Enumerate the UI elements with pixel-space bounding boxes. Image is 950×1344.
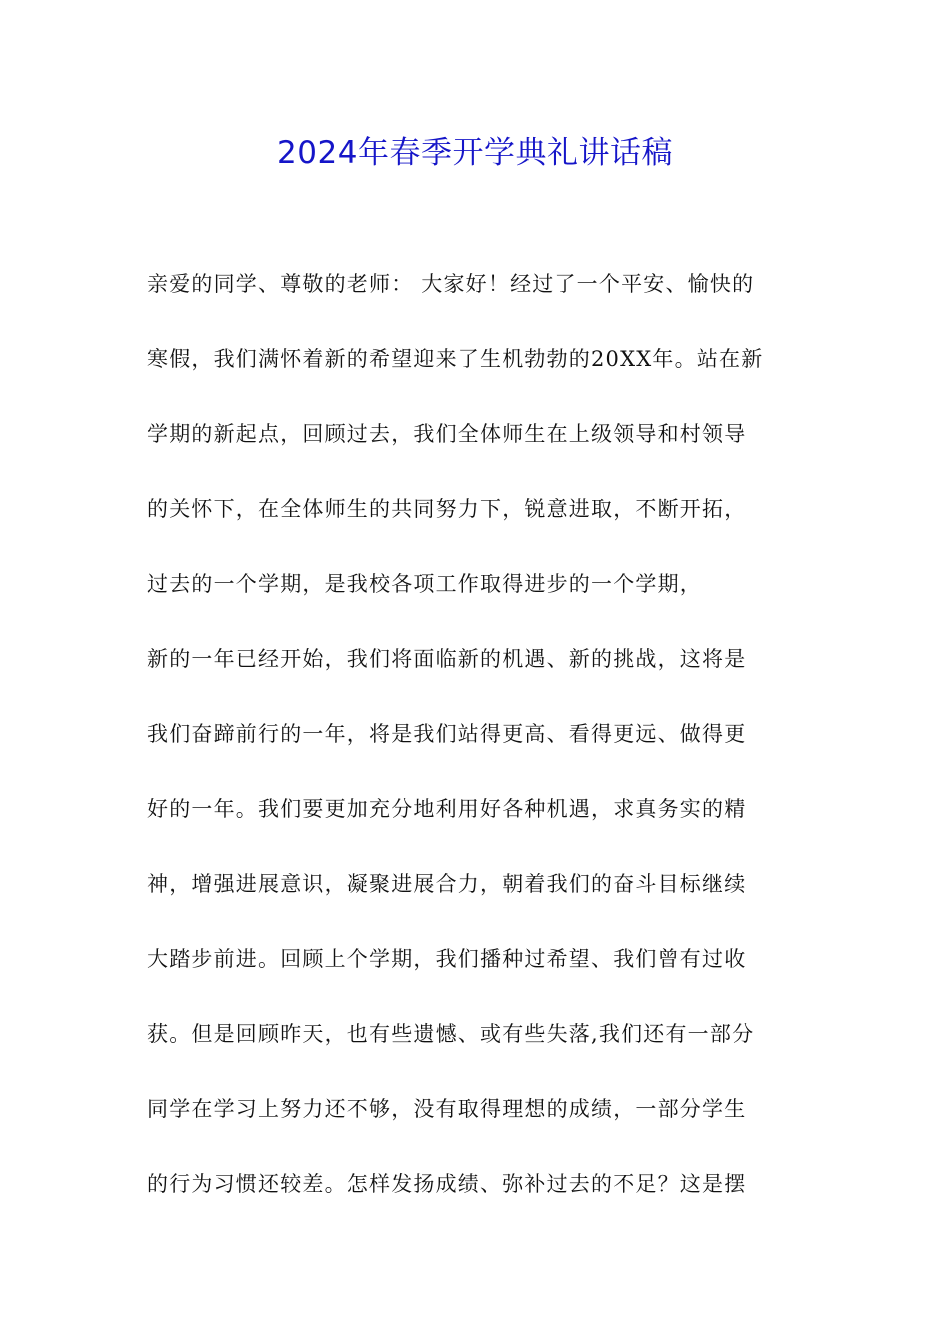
body-line: 好的一年。我们要更加充分地利用好各种机遇，求真务实的精 bbox=[147, 797, 747, 821]
body-line: 亲爱的同学、尊敬的老师： 大家好！经过了一个平安、愉快的 bbox=[147, 272, 755, 296]
body-line: 的行为习惯还较差。怎样发扬成绩、弥补过去的不足？这是摆 bbox=[147, 1172, 747, 1196]
body-line: 同学在学习上努力还不够，没有取得理想的成绩，一部分学生 bbox=[147, 1097, 747, 1121]
body-line: 我们奋蹄前行的一年，将是我们站得更高、看得更远、做得更 bbox=[147, 722, 747, 746]
body-line: 学期的新起点，回顾过去，我们全体师生在上级领导和村领导 bbox=[147, 422, 747, 446]
body-line: 寒假，我们满怀着新的希望迎来了生机勃勃的20XX年。站在新 bbox=[147, 347, 764, 371]
body-line: 获。但是回顾昨天，也有些遗憾、或有些失落,我们还有一部分 bbox=[147, 1022, 755, 1046]
body-line: 大踏步前进。回顾上个学期，我们播种过希望、我们曾有过收 bbox=[147, 947, 747, 971]
body-line: 新的一年已经开始，我们将面临新的机遇、新的挑战，这将是 bbox=[147, 647, 747, 671]
document-title: 2024年春季开学典礼讲话稿 bbox=[277, 135, 673, 171]
body-line: 过去的一个学期，是我校各项工作取得进步的一个学期， bbox=[147, 572, 702, 596]
body-line: 神，增强进展意识，凝聚进展合力，朝着我们的奋斗目标继续 bbox=[147, 872, 747, 896]
body-line: 的关怀下，在全体师生的共同努力下，锐意进取，不断开拓， bbox=[147, 497, 747, 521]
